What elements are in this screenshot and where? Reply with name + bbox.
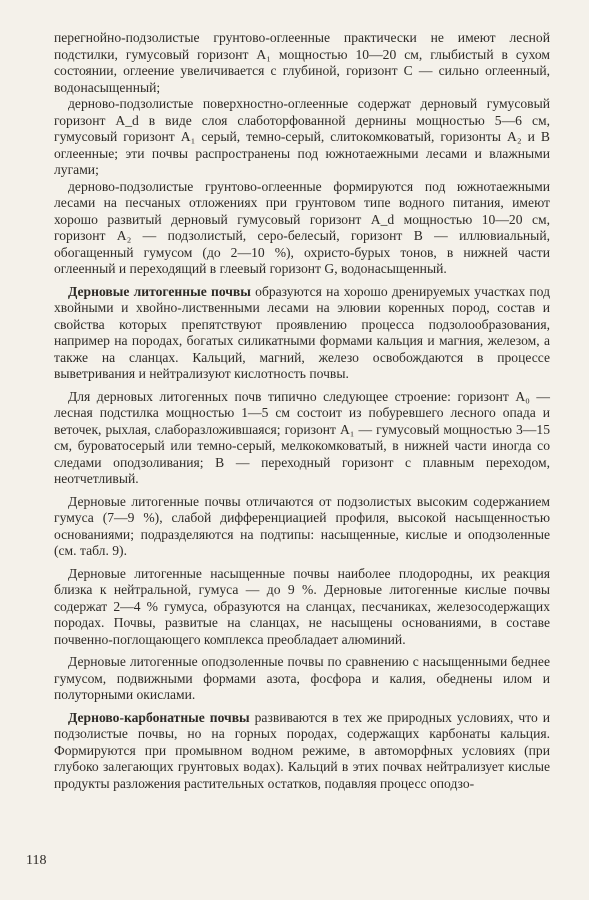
paragraph-dernovye-litogennye <box>54 284 550 383</box>
paragraph-dernovo-karbonatnye <box>54 710 550 793</box>
page-body <box>54 30 550 792</box>
paragraph-nasyshchennye <box>54 566 550 649</box>
paragraph-opodzolennye <box>54 654 550 704</box>
paragraph-lead-term: Дерново-карбонатные почвы <box>68 709 250 725</box>
paragraph-lead-term: Дерновые литогенные почвы <box>68 283 251 299</box>
paragraph-gruntovo-ogleennye <box>54 179 550 278</box>
paragraph-peregnoyno-podzolistye <box>54 30 550 96</box>
paragraph-text: образуются на хорошо дренируемых участках под хвойными и хвойно-лиственными лесами на элювии коренных пород, состав и свойства которых препятствуют проявлению процесса подзолообразования, например на породах, богатых силикатными формами кальция и магния, железом, а также на сланцах. Кальций, магний, железо освобождаются в процессе выветривания и нейтрализуют кислотность почвы. <box>54 283 550 381</box>
paragraph-stroenie <box>54 389 550 488</box>
page-number: 118 <box>26 853 47 868</box>
paragraph-text: Для дерновых литогенных почв типично следующее строение: горизонт A₀ — лесная подстилка мощностью 1—5 см состоит из побуревшего лесного опада и веточек, рыхлая, слаборазложившаяся; горизонт A₁ — гумусовый мощностью 3—15 см, буроватосерый или темно-серый, мелкокомковатый, в нижней части иногда со следами оподзоливания; B — переходный горизонт с плавным переходом, неотчетливый. <box>54 388 550 486</box>
paragraph-text: дерново-подзолистые грунтово-оглеенные формируются под южнотаежными лесами на песчаных отложениях при грунтовом типе водного питания, имеют хорошо развитый дерновый гумусовый горизонт A_d мощностью 10—20 см, горизонт A₂ — подзолистый, серо-белесый, горизонт B — иллювиальный, обогащенный гумусом (до 2—10 %), охристо-бурых тонов, в нижней части оглеенный и переходящий в глеевый горизонт G, водонасыщенный. <box>54 178 550 276</box>
paragraph-text: Дерновые литогенные почвы отличаются от подзолистых высоким содержанием гумуса (7—9 %), слабой дифференциацией профиля, высокой насыщенностью основаниями; подразделяются на подтипы: насыщенные, кислые и оподзоленные (см. табл. 9). <box>54 493 550 558</box>
paragraph-otlichiya <box>54 494 550 560</box>
paragraph-text: дерново-подзолистые поверхностно-оглеенные содержат дерновый гумусовый горизонт A_d в виде слоя слаботорфованной дернины мощностью 5—6 см, гумусовый горизонт A₁ серый, темно-серый, слитокомковатый, горизонты A₂ и B оглеенные; эти почвы распространены под южнотаежными лесами и влажными лугами; <box>54 96 550 177</box>
paragraph-text: Дерновые литогенные оподзоленные почвы по сравнению с насыщенными беднее гумусом, подвижными формами азота, фосфора и калия, обеднены илом и полуторными окислами. <box>54 654 550 702</box>
paragraph-text: развиваются в тех же природных условиях, что и подзолистые почвы, но на горных породах, содержащих карбонаты кальция. Формируются при промывном водном режиме, в автоморфных условиях (при глубоко залегающих грунтовых водах). Кальций в этих почвах нейтрализует кислые продукты разложения растительных остатков, подавляя процесс оподзо- <box>54 709 551 791</box>
paragraph-poverkhnostno-ogleennye <box>54 96 550 179</box>
paragraph-text: перегнойно-подзолистые грунтово-оглеенные практически не имеют лесной подстилки, гумусовый горизонт A₁ мощностью 10—20 см, глыбистый в сухом состоянии, оглеение увеличивается с глубиной, горизонт C — сильно оглеенный, водонасыщенный; <box>54 30 550 95</box>
paragraph-text: Дерновые литогенные насыщенные почвы наиболее плодородны, их реакция близка к нейтральной, гумуса — до 9 %. Дерновые литогенные кислые почвы содержат 2—4 % гумуса, образуются на сланцах, песчаниках, железосодержащих породах. Почвы, развитые на сланцах, не насыщены основаниями, в составе почвенно-поглощающего комплекса преобладает алюминий. <box>54 565 550 647</box>
